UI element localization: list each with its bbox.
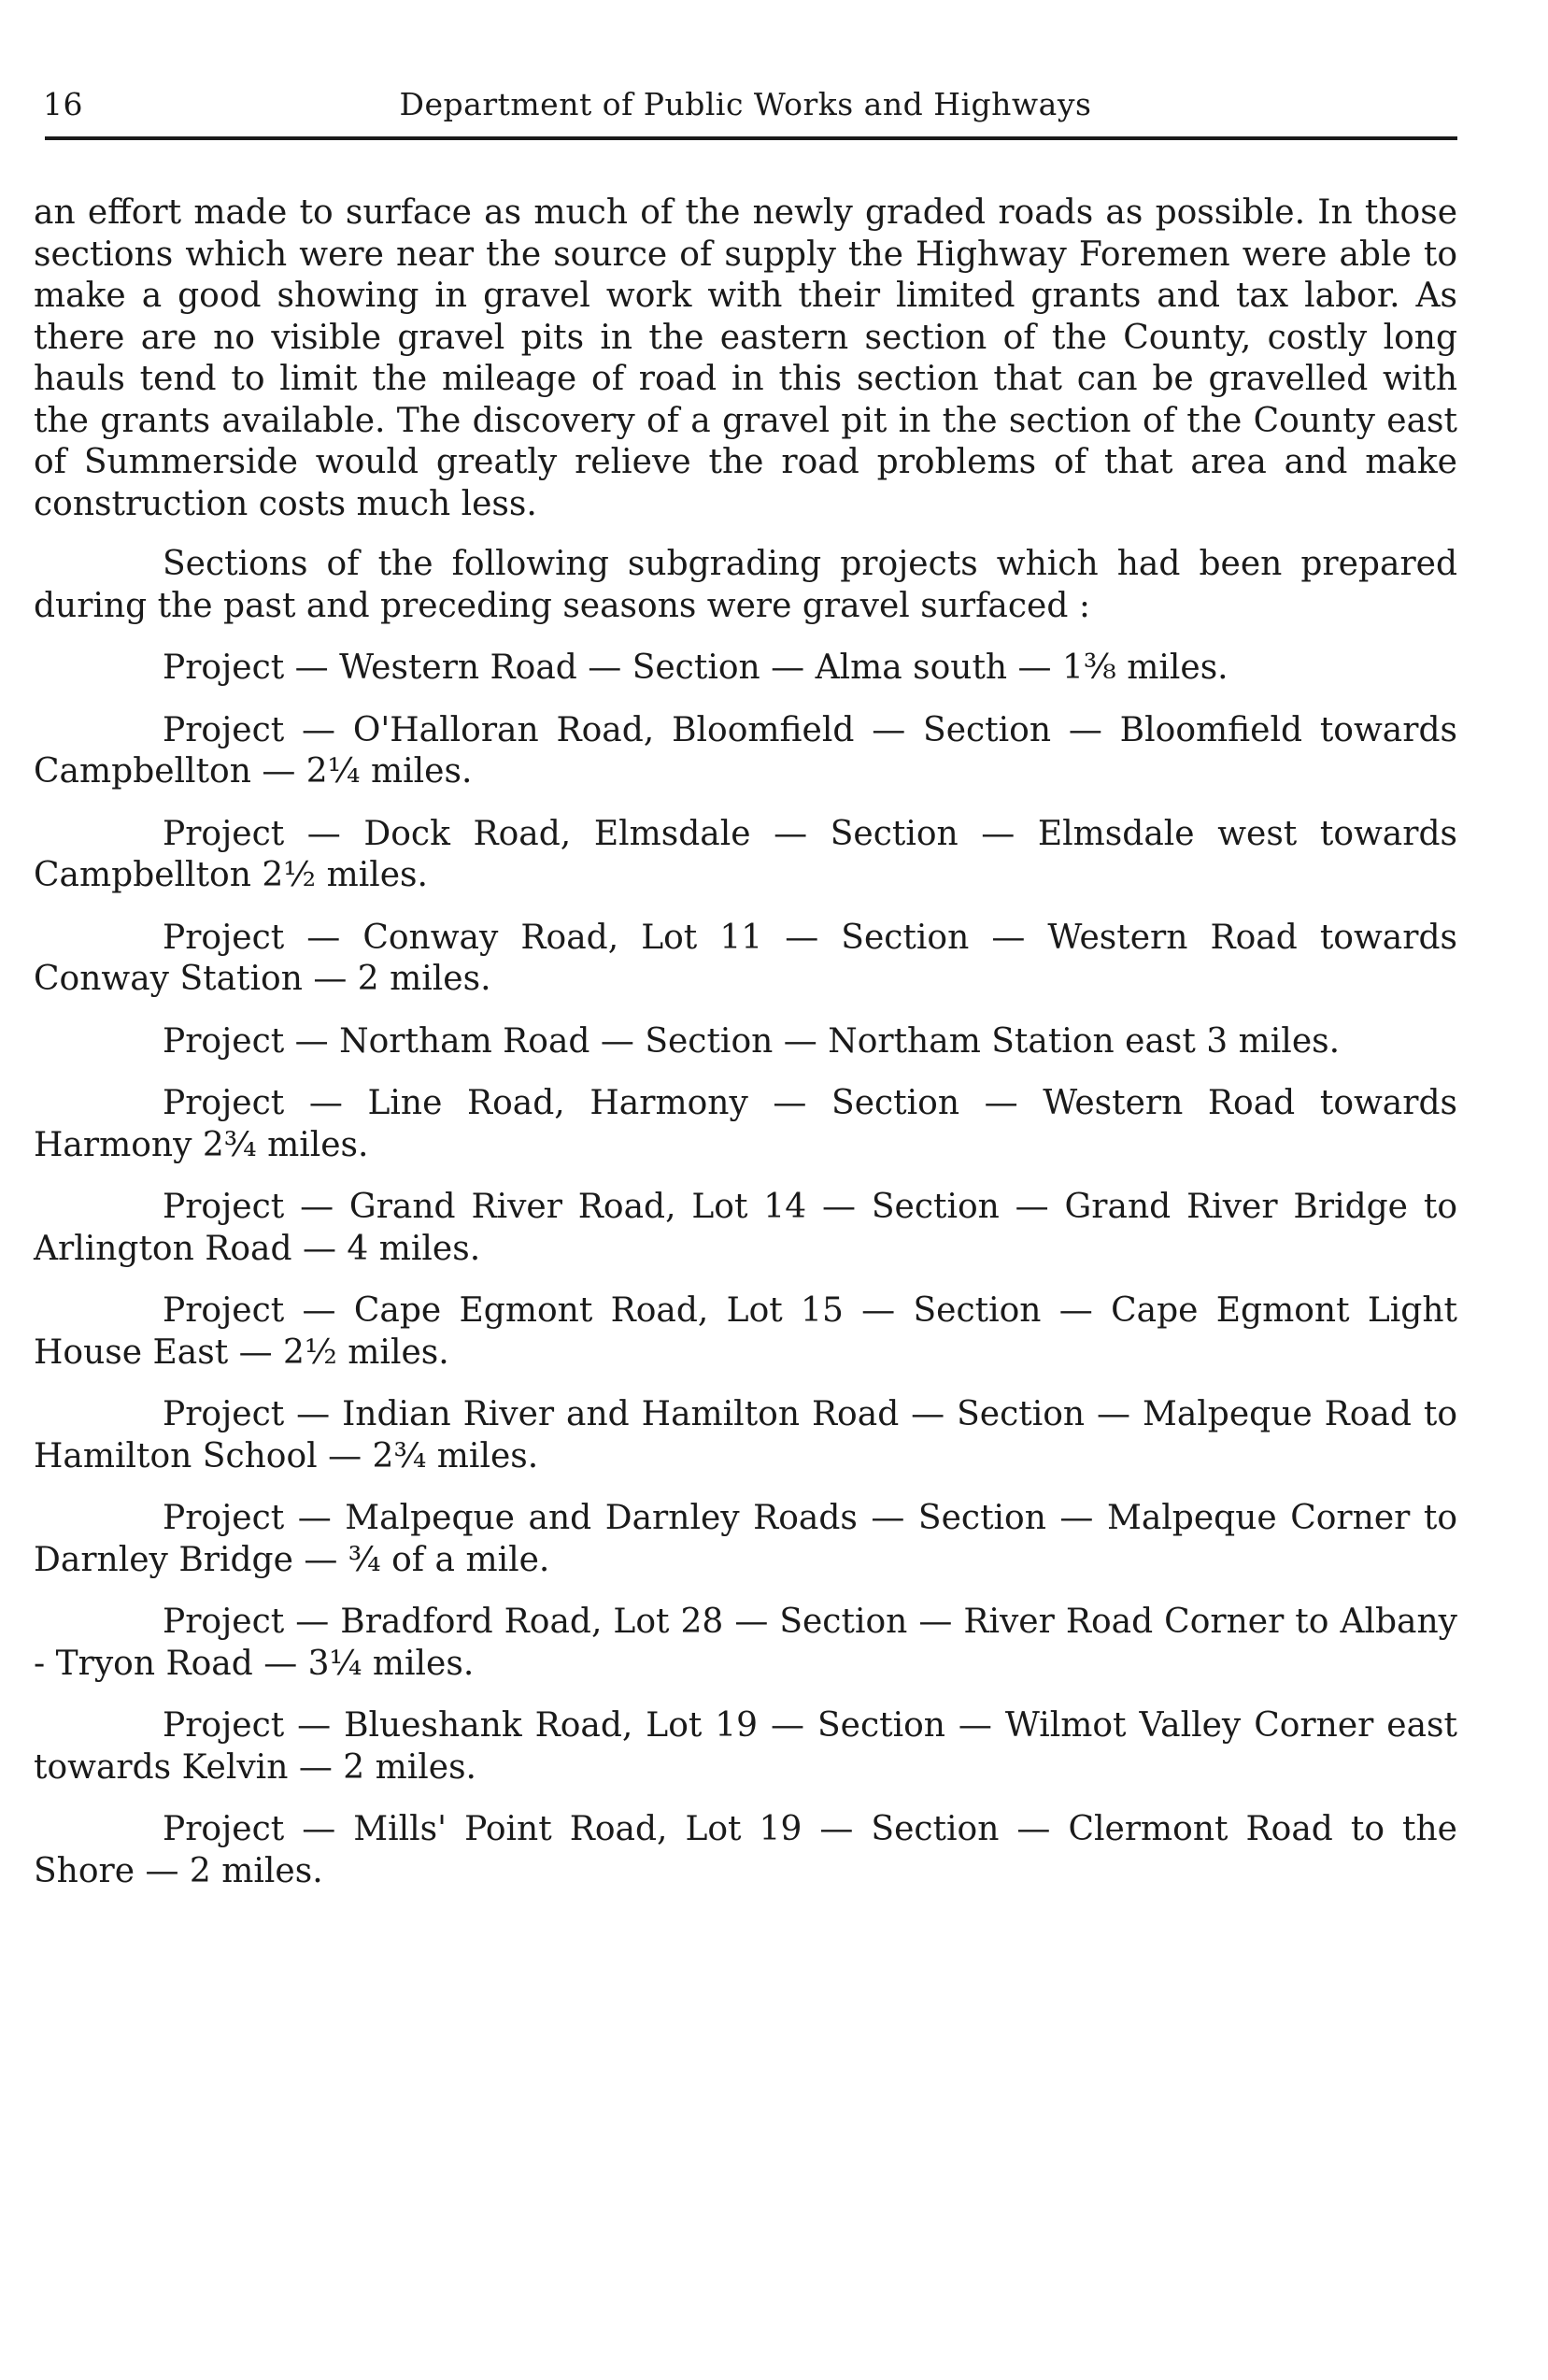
- project-entry: Project — Cape Egmont Road, Lot 15 — Section — Cape Egmont Light House East — 2½ miles.: [34, 1291, 1457, 1372]
- project-entry: Project — Bradford Road, Lot 28 — Section — River Road Corner to Albany - Tryon Road — 3¼ miles.: [34, 1603, 1457, 1683]
- header-rule: [45, 136, 1457, 140]
- page-header: [34, 82, 1457, 133]
- page-number: 16: [43, 86, 83, 122]
- lead-paragraph: Sections of the following subgrading projects which had been prepared during the past and preceding seasons were gravel surfaced :: [34, 545, 1457, 625]
- project-entry: Project — Northam Road — Section — Northam Station east 3 miles.: [163, 1021, 1341, 1061]
- project-entry: Project — Blueshank Road, Lot 19 — Section — Wilmot Valley Corner east towards Kelvin — 2 miles.: [34, 1706, 1457, 1787]
- project-entry: Project — Malpeque and Darnley Roads — Section — Malpeque Corner to Darnley Bridge — ¾ of a mile.: [34, 1499, 1457, 1579]
- project-entry: Project — Western Road — Section — Alma south — 1⅜ miles.: [163, 648, 1228, 687]
- project-entry: Project — Conway Road, Lot 11 — Section — Western Road towards Conway Station — 2 miles.: [34, 918, 1457, 998]
- intro-paragraph: an effort made to surface as much of the newly graded roads as possible. In those sections which were near the source of supply the Highway Foremen were able to make a good showing in gravel work with their limited grants and tax labor. As there are no visible gravel pits in the eastern section of the County, costly long hauls tend to limit the mileage of road in this section that can be gravelled with the grants available. The discovery of a gravel pit in the section of the County east of Summerside would greatly relieve the road problems of that area and make construction costs much less.: [34, 193, 1457, 523]
- running-title: Department of Public Works and Highways: [399, 86, 1092, 122]
- project-entry: Project — Dock Road, Elmsdale — Section — Elmsdale west towards Campbellton 2½ miles.: [34, 814, 1457, 894]
- project-entry: Project — Indian River and Hamilton Road — Section — Malpeque Road to Hamilton School — 2¾ miles.: [34, 1395, 1457, 1475]
- project-entry: Project — Line Road, Harmony — Section — Western Road towards Harmony 2¾ miles.: [34, 1084, 1457, 1164]
- project-entry: Project — Mills' Point Road, Lot 19 — Section — Clermont Road to the Shore — 2 miles.: [34, 1810, 1457, 1890]
- body-text: [34, 192, 1457, 1892]
- project-entry: Project — Grand River Road, Lot 14 — Section — Grand River Bridge to Arlington Road — 4 miles.: [34, 1188, 1457, 1268]
- project-entry: Project — O'Halloran Road, Bloomfield — Section — Bloomfield towards Campbellton — 2¼ miles.: [34, 710, 1457, 791]
